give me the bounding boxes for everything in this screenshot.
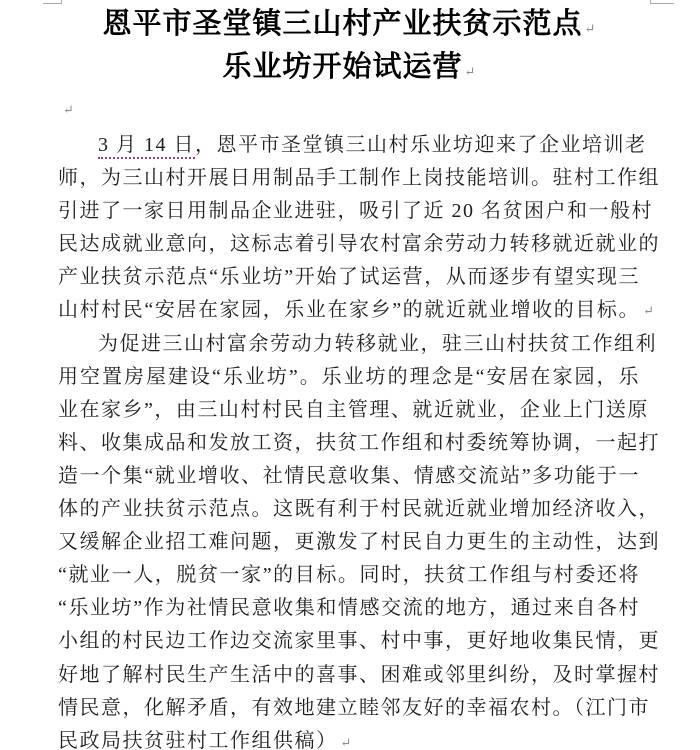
empty-paragraph <box>58 91 640 129</box>
body-text-line: 用空置房屋建设“乐业坊”。乐业坊的理念是“安居在家园，乐 <box>58 365 640 388</box>
document-content <box>58 0 660 750</box>
body-text-line <box>58 294 654 327</box>
body-text-line: 好地了解村民生产生活中的喜事、困难或邻里纠纷，及时掌握村 <box>58 663 660 686</box>
body-text-line: 民达成就业意向，这标志着引导农村富余劳动力转移就近就业的 <box>58 233 660 256</box>
body-text-line: 小组的村民边工作边交流家里事、村中事，更好地收集民情，更 <box>58 630 660 653</box>
body-text-line: “乐业坊”作为社情民意收集和情感交流的地方，通过来自各村 <box>58 597 640 620</box>
body-text-line: “就业一人，脱贫一家”的目标。同时，扶贫工作组与村委还将 <box>58 564 640 587</box>
body-text-line: 料、收集成品和发放工资，扶贫工作组和村委统筹协调，一起打 <box>58 431 660 454</box>
smart-tag-date: 3 月 14 日 <box>98 134 195 159</box>
body-text: ，恩平市圣堂镇三山村乐业坊迎来了企业培训老 <box>195 134 647 156</box>
paragraph-return-mark: ↵ <box>584 21 596 36</box>
paragraph-2 <box>58 328 660 750</box>
body-text: 山村村民“安居在家园，乐业在家乡”的就近就业增收的目标。 <box>58 299 640 322</box>
paragraph-return-mark: ↵ <box>63 102 74 117</box>
paragraph-1 <box>58 129 660 328</box>
title-line-2-text: 乐业坊开始试运营 <box>222 51 463 83</box>
body-text-line: 为促进三山村富余劳动力转移就业，驻三山村扶贫工作组利 <box>98 332 657 355</box>
paragraph-return-mark: ↵ <box>643 303 654 319</box>
title-line-1 <box>58 5 640 48</box>
title-line-1-text: 恩平市圣堂镇三山村产业扶贫示范点 <box>102 8 583 40</box>
text-boundary-mark-top-right <box>650 0 674 4</box>
body-text-line: 情民意，化解矛盾，有效地建立睦邻友好的幸福农村。（江门市 <box>58 696 650 719</box>
document-title <box>58 0 640 91</box>
body-text-line: 体的产业扶贫示范点。这既有利于村民就近就业增加经济收入， <box>58 498 660 521</box>
body-text-line: 引进了一家日用制品企业进驻，吸引了近 20 名贫困户和一般村 <box>58 200 653 223</box>
paragraph-return-mark: ↵ <box>340 734 352 750</box>
body-text: 民政局扶贫驻村工作组供稿） <box>58 729 338 750</box>
paragraph-return-mark: ↵ <box>464 64 476 79</box>
body-text-line <box>58 725 640 750</box>
body-text-line: 师，为三山村开展日用制品手工制作上岗技能培训。驻村工作组 <box>58 167 660 190</box>
body-text-line: 产业扶贫示范点“乐业坊”开始了试运营，从而逐步有望实现三 <box>58 266 640 289</box>
body-text-line: 业在家乡”，由三山村村民自主管理、就近就业，企业上门送原 <box>58 398 649 421</box>
title-line-2 <box>58 48 640 91</box>
body-text-line: 又缓解企业招工难问题，更激发了村民自力更生的主动性，达到 <box>58 531 660 554</box>
body-text-line: 造一个集“就业增收、社情民意收集、情感交流站”多功能于一 <box>58 464 640 487</box>
body-text-line <box>58 129 647 162</box>
